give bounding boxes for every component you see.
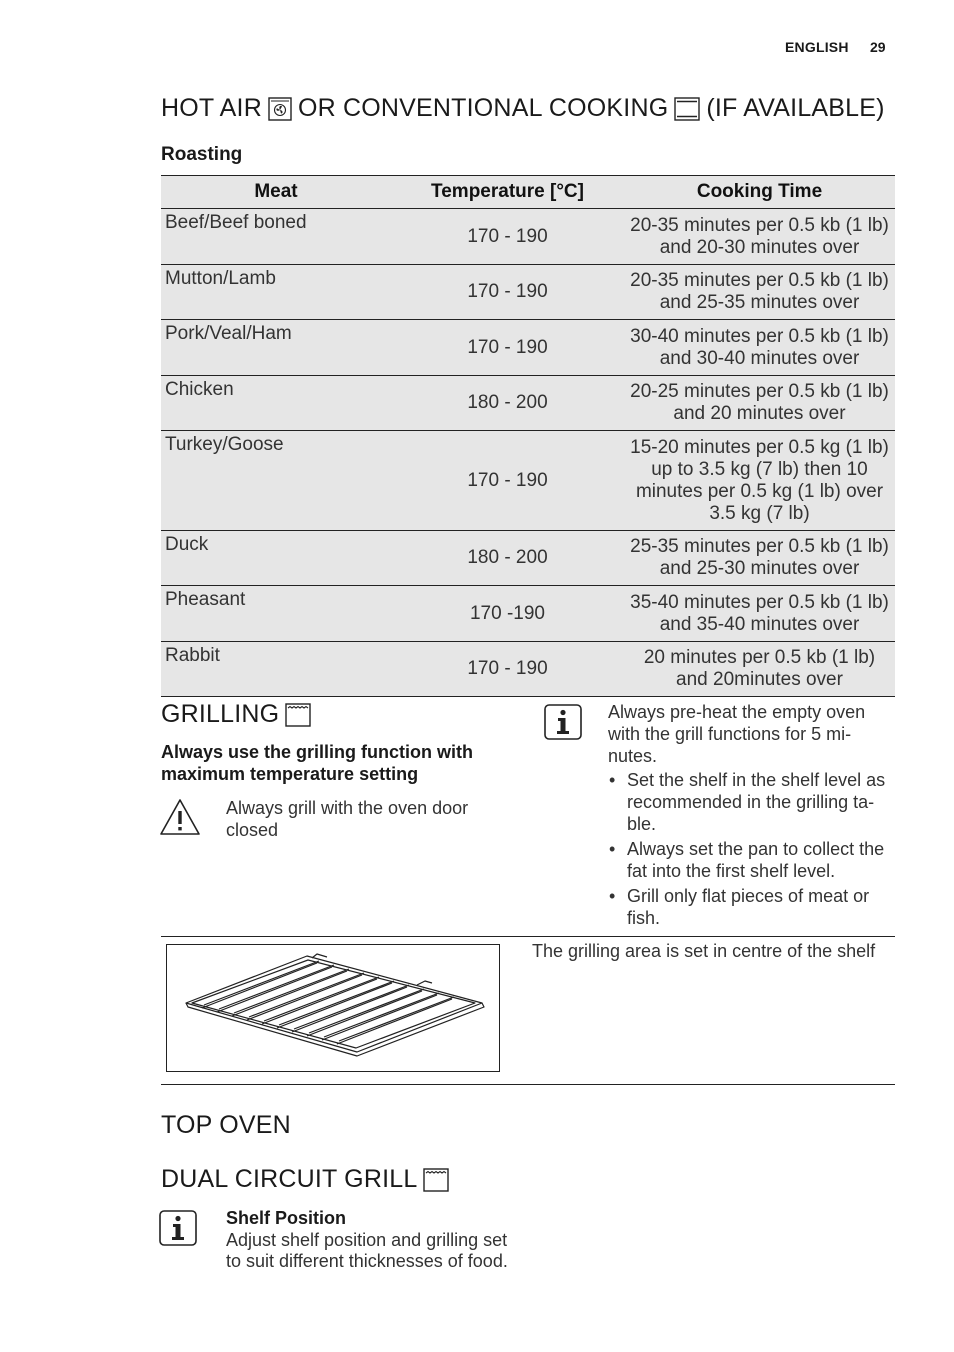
title-dual-circuit-grill: DUAL CIRCUIT GRILL — [161, 1165, 418, 1193]
title-if-available: (IF AVAILABLE) — [706, 94, 885, 122]
cell-cooking-time: 30-40 minutes per 0.5 kb (1 lb) and 30-40 minutes over — [624, 320, 895, 376]
grilling-area-text: The grilling area is set in centre of the shelf — [532, 941, 876, 961]
cell-temperature: 180 - 200 — [391, 376, 624, 431]
cell-cooking-time: 35-40 minutes per 0.5 kb (1 lb) and 35-40 minutes over — [624, 586, 895, 642]
table-row — [161, 265, 895, 320]
table-row — [161, 376, 895, 431]
grilling-tips-list — [608, 769, 896, 932]
cell-cooking-time: 20-35 minutes per 0.5 kb (1 lb) and 20-30 minutes over — [624, 209, 895, 265]
cell-meat: Mutton/Lamb — [161, 265, 391, 320]
table-row — [161, 431, 895, 531]
table-row — [161, 531, 895, 586]
list-item: • Always set the pan to collect the fat into the first shelf level. — [608, 838, 896, 882]
title-hot-air: HOT AIR — [161, 94, 262, 122]
conventional-cooking-icon — [674, 97, 700, 121]
cell-meat: Pheasant — [161, 586, 391, 642]
cell-cooking-time: 20-25 minutes per 0.5 kb (1 lb) and 20 minutes over — [624, 376, 895, 431]
cell-temperature: 170 -190 — [391, 586, 624, 642]
column-header-temperature: Temperature [°C] — [391, 176, 624, 209]
section-title-top-oven — [161, 1111, 291, 1140]
title-grilling: GRILLING — [161, 700, 280, 728]
page-number: 29 — [870, 39, 886, 55]
cell-temperature: 180 - 200 — [391, 531, 624, 586]
roasting-table — [161, 175, 895, 697]
dual-grill-icon — [423, 1168, 449, 1192]
cell-temperature: 170 - 190 — [391, 431, 624, 531]
cell-temperature: 170 - 190 — [391, 320, 624, 376]
table-row — [161, 642, 895, 697]
cell-meat: Turkey/Goose — [161, 431, 391, 531]
cell-meat: Duck — [161, 531, 391, 586]
warning-triangle-icon — [159, 798, 201, 841]
info-icon — [159, 1210, 197, 1251]
preheat-info-text: Always pre-heat the empty oven with the grill functions for 5 mi-nutes. — [608, 702, 866, 766]
divider — [161, 1084, 895, 1085]
section-title-hot-air — [161, 94, 885, 123]
divider — [161, 936, 895, 937]
warning-text: Always grill with the oven door closed — [226, 798, 469, 840]
cell-cooking-time: 25-35 minutes per 0.5 kb (1 lb) and 25-30 minutes over — [624, 531, 895, 586]
grill-icon — [285, 703, 311, 727]
grilling-instruction: Always use the grilling function with maximum temperature setting — [161, 742, 474, 784]
cell-cooking-time: 15-20 minutes per 0.5 kg (1 lb) up to 3.5 kg (7 lb) then 10 minutes per 0.5 kg (1 lb) over 3.5 kg (7 lb) — [624, 431, 895, 531]
shelf-position-text: Adjust shelf position and grilling set to suit different thicknesses of food. — [226, 1230, 508, 1271]
cell-temperature: 170 - 190 — [391, 265, 624, 320]
header-language: ENGLISH — [785, 39, 849, 55]
section-title-grilling — [161, 700, 317, 729]
cell-meat: Chicken — [161, 376, 391, 431]
roasting-subheading: Roasting — [161, 144, 243, 165]
table-row — [161, 209, 895, 265]
table-row — [161, 320, 895, 376]
cell-temperature: 170 - 190 — [391, 642, 624, 697]
title-top-oven: TOP OVEN — [161, 1111, 291, 1139]
column-header-cooking-time: Cooking Time — [624, 176, 895, 209]
list-item: • Grill only flat pieces of meat or fish. — [608, 885, 896, 929]
cell-meat: Rabbit — [161, 642, 391, 697]
grill-shelf-illustration — [166, 944, 500, 1072]
table-header-row — [161, 176, 895, 209]
hot-air-fan-icon — [268, 97, 292, 121]
table-row — [161, 586, 895, 642]
cell-temperature: 170 - 190 — [391, 209, 624, 265]
section-title-dual-circuit-grill — [161, 1165, 455, 1194]
title-conventional: OR CONVENTIONAL COOKING — [297, 94, 669, 122]
shelf-position-title: Shelf Position — [226, 1208, 347, 1228]
info-icon — [544, 704, 582, 745]
list-item: • Set the shelf in the shelf level as recommended in the grilling ta-ble. — [608, 769, 896, 835]
cell-cooking-time: 20 minutes per 0.5 kb (1 lb) and 20minutes over — [624, 642, 895, 697]
cell-meat: Pork/Veal/Ham — [161, 320, 391, 376]
column-header-meat: Meat — [161, 176, 391, 209]
cell-meat: Beef/Beef boned — [161, 209, 391, 265]
cell-cooking-time: 20-35 minutes per 0.5 kb (1 lb) and 25-35 minutes over — [624, 265, 895, 320]
